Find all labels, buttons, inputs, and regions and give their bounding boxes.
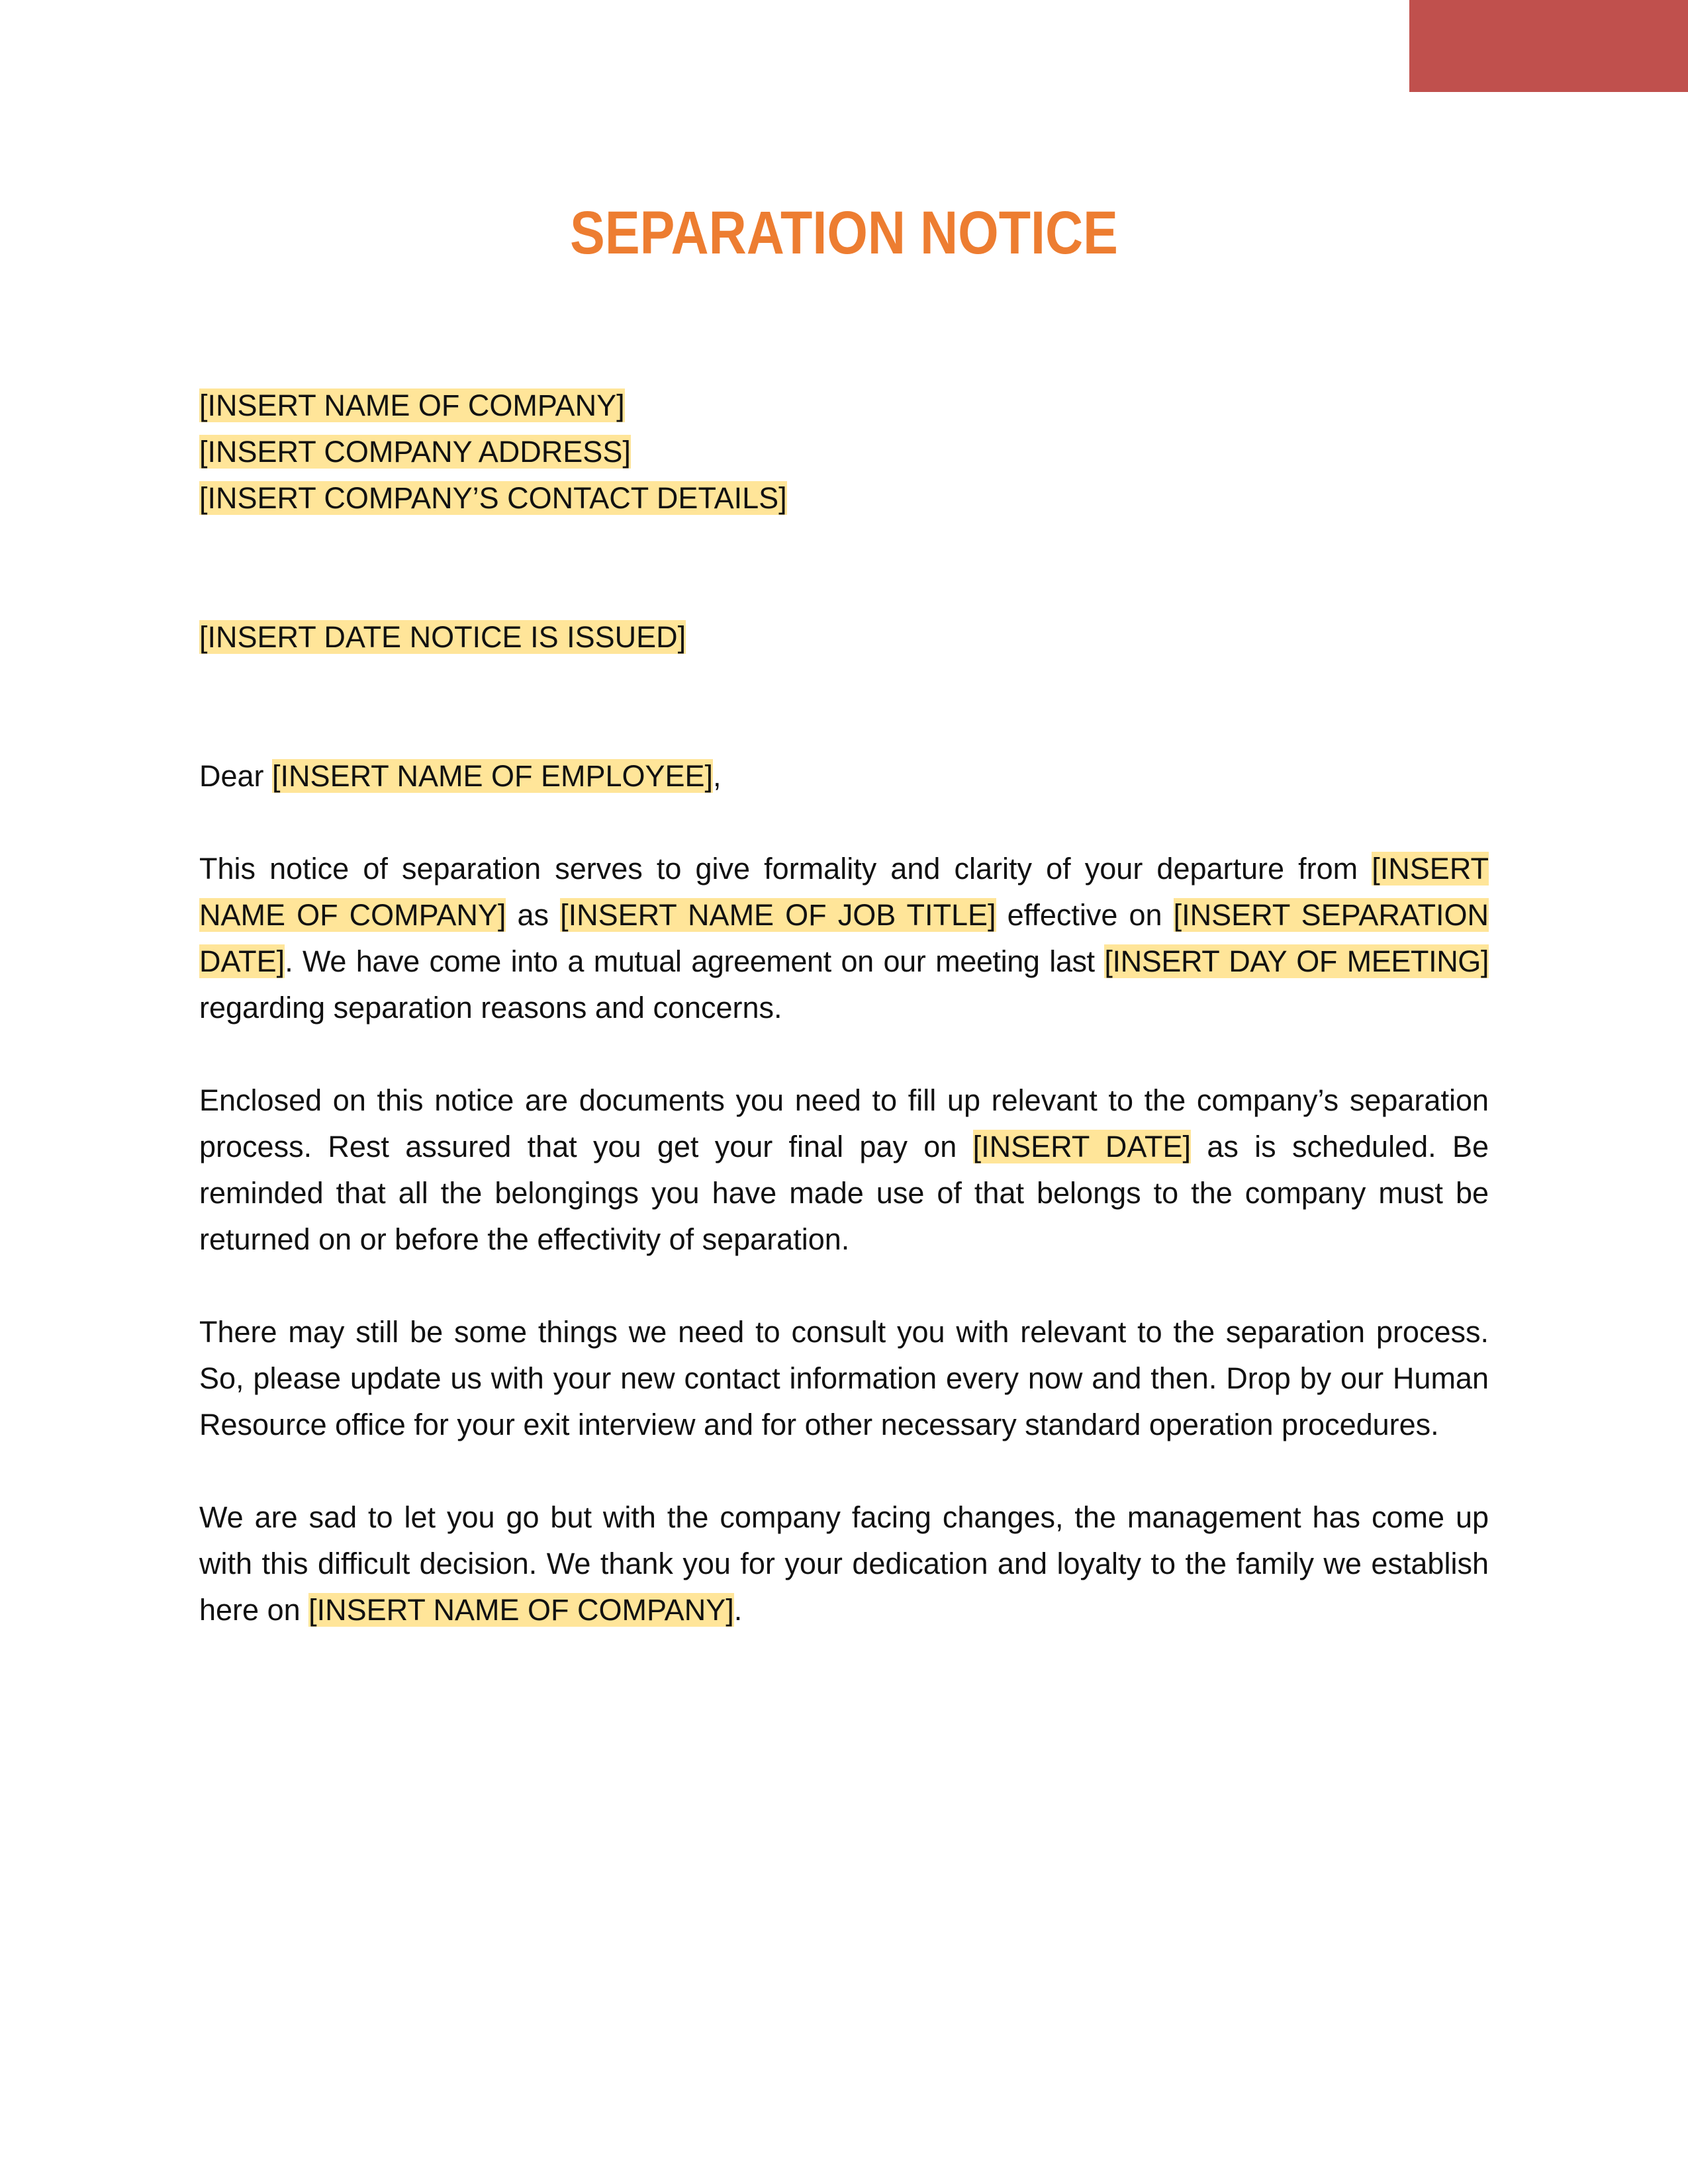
notice-date bbox=[199, 614, 1489, 660]
paragraph-text: effective on bbox=[996, 898, 1174, 932]
paragraph-text: This notice of separation serves to give formality and clarity of your departure from bbox=[199, 852, 1372, 886]
paragraph-text: regarding separation reasons and concerns. bbox=[199, 991, 782, 1024]
paragraph-text: Enclosed on this notice are documents you need to fill up relevant to the company’s separation process. Rest assured that you get your final pay on bbox=[199, 1083, 1489, 1163]
paragraph-text: There may still be some things we need to consult you with relevant to the separation process. So, please update us with your new contact information every now and then. Drop by our Human Resource office for your exit interview and for other necessary standard operation procedures. bbox=[199, 1315, 1489, 1441]
paragraph-contact bbox=[199, 1309, 1489, 1448]
salutation-prefix: Dear bbox=[199, 759, 273, 793]
job-title-placeholder[interactable]: [INSERT NAME OF JOB TITLE] bbox=[560, 898, 996, 932]
company-name-placeholder[interactable]: [INSERT NAME OF COMPANY] bbox=[199, 388, 625, 422]
paragraph-text: . bbox=[733, 1593, 743, 1627]
paragraph-text: . We have come into a mutual agreement on our meeting last bbox=[285, 944, 1105, 978]
company-info-block bbox=[199, 383, 1489, 522]
document-title: SEPARATION NOTICE bbox=[570, 199, 1118, 267]
company-name-placeholder[interactable]: [INSERT NAME OF COMPANY] bbox=[308, 1593, 734, 1627]
company-contact-placeholder[interactable]: [INSERT COMPANY’S CONTACT DETAILS] bbox=[199, 481, 787, 515]
paragraph-closing bbox=[199, 1494, 1489, 1633]
salutation-suffix: , bbox=[713, 759, 722, 793]
salutation bbox=[199, 753, 1489, 799]
employee-name-placeholder[interactable]: [INSERT NAME OF EMPLOYEE] bbox=[272, 759, 714, 793]
company-name-placeholder[interactable]: [INSERT NAME OF COMPANY] bbox=[199, 852, 1489, 932]
paragraph-documents bbox=[199, 1077, 1489, 1263]
paragraph-text: as bbox=[506, 898, 561, 932]
paragraph-text: as is scheduled. Be reminded that all the belongings you have made use of that belongs to the company must be returned on or before the effectivity of separation. bbox=[199, 1130, 1489, 1256]
paragraph-text: We are sad to let you go but with the company facing changes, the management has come up with this difficult decision. We thank you for your dedication and loyalty to the family we establish here on bbox=[199, 1500, 1489, 1627]
meeting-day-placeholder[interactable]: [INSERT DAY OF MEETING] bbox=[1104, 944, 1489, 978]
notice-date-placeholder[interactable]: [INSERT DATE NOTICE IS ISSUED] bbox=[199, 620, 686, 654]
paragraph-departure bbox=[199, 846, 1489, 1031]
separation-date-placeholder[interactable]: [INSERT SEPARATION DATE] bbox=[199, 898, 1489, 978]
header-accent-block bbox=[1409, 0, 1688, 92]
company-address-placeholder[interactable]: [INSERT COMPANY ADDRESS] bbox=[199, 435, 631, 469]
final-pay-date-placeholder[interactable]: [INSERT DATE] bbox=[972, 1130, 1192, 1163]
